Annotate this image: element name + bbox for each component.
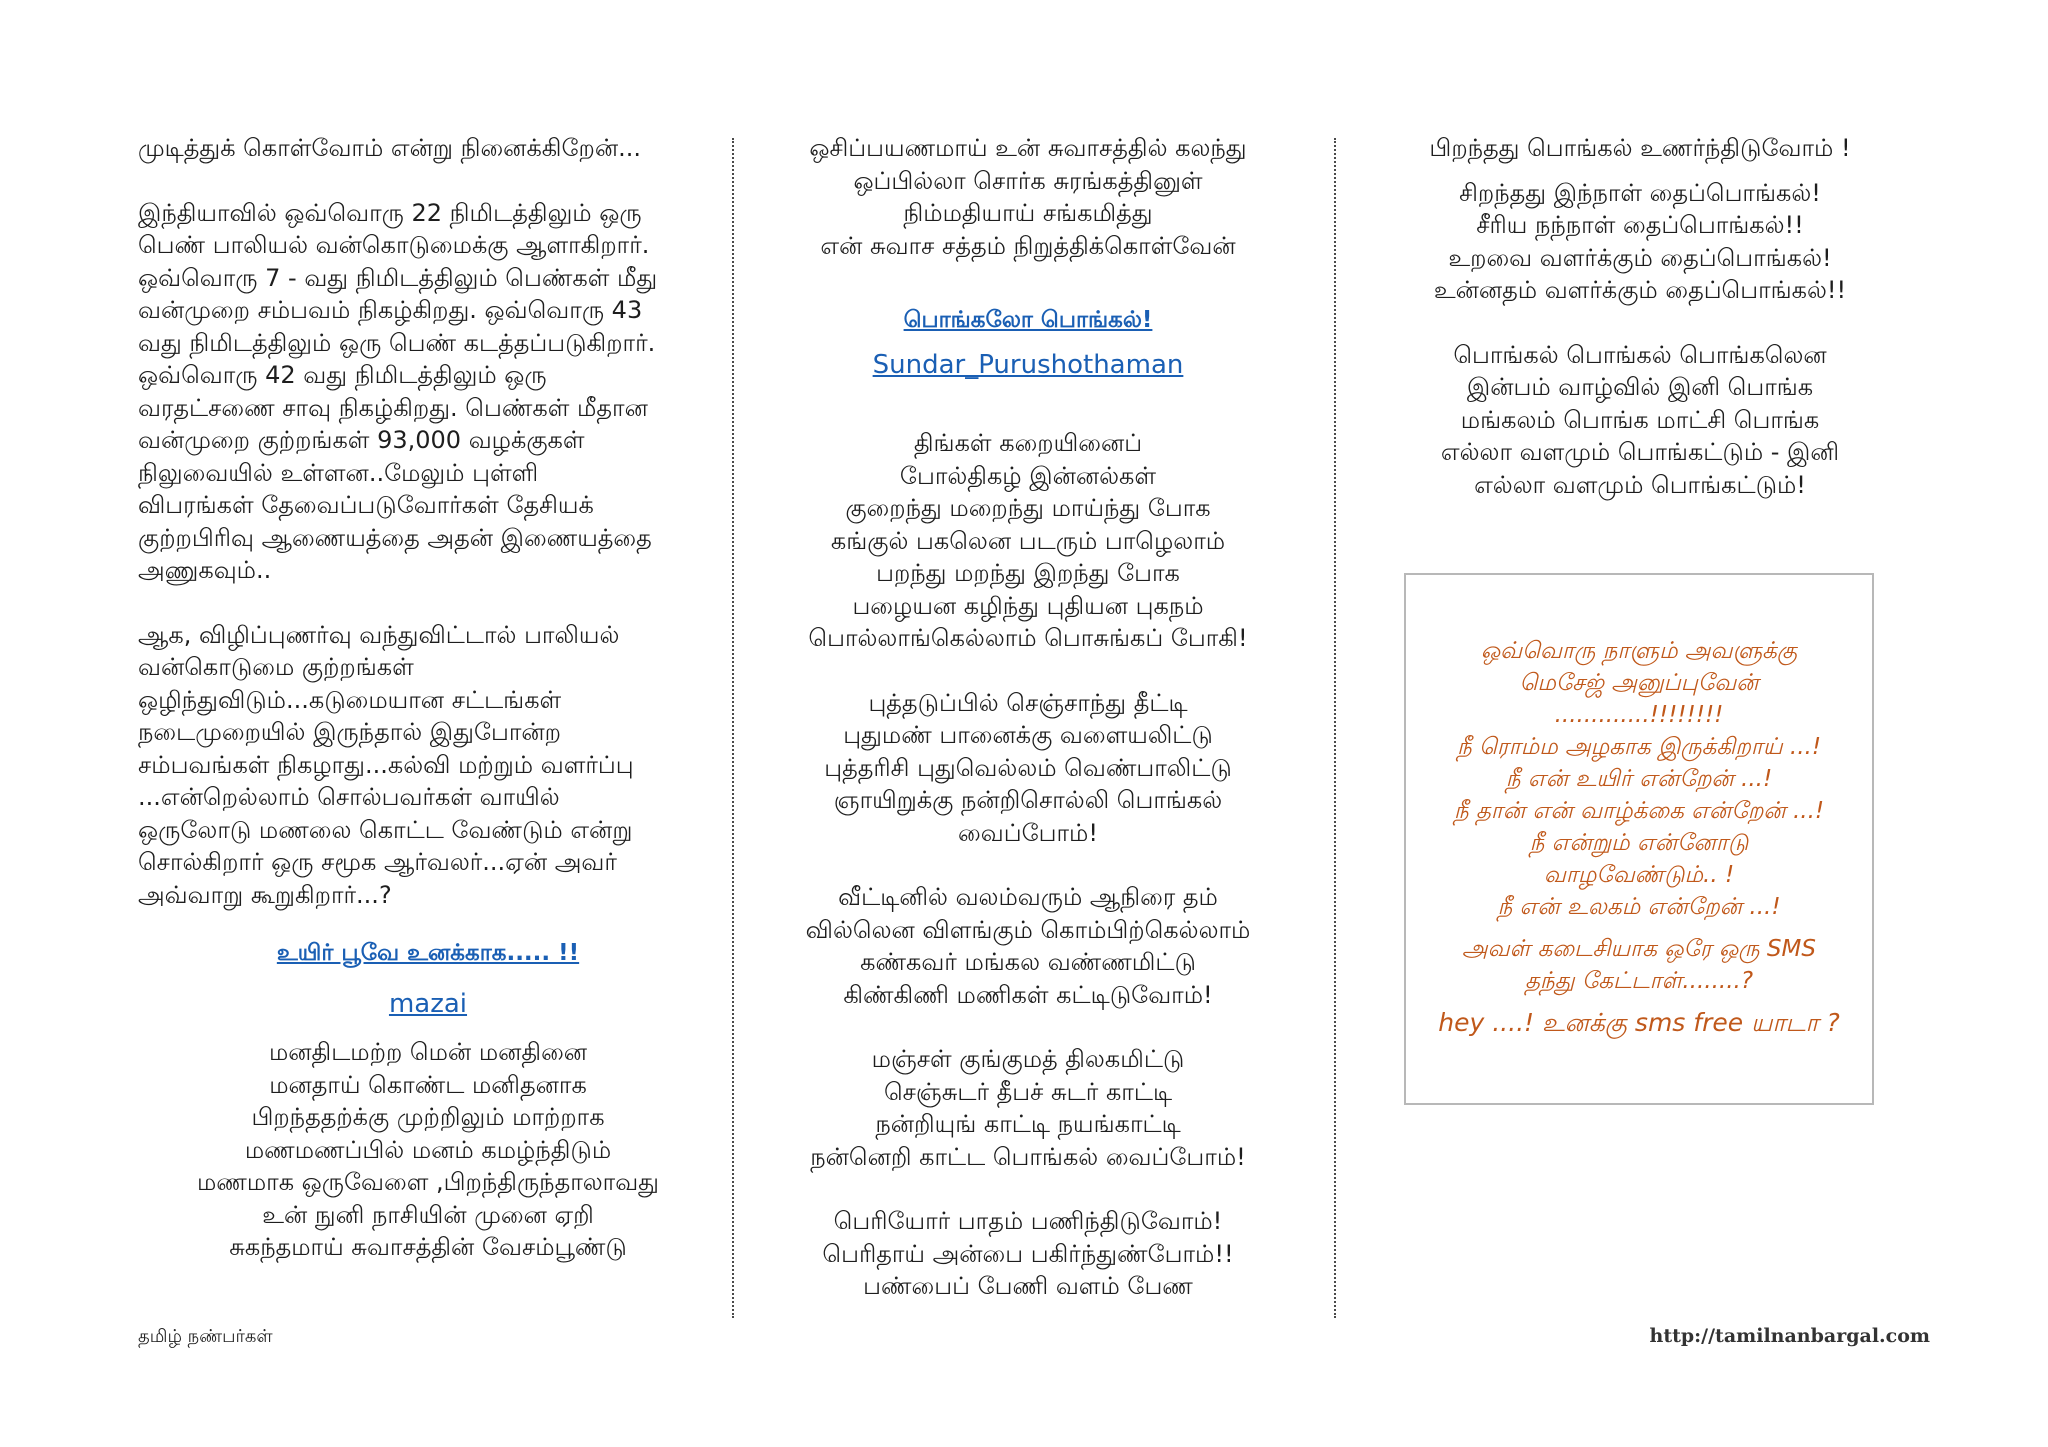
poem-line: செஞ்சுடர் தீபச் சுடர் காட்டி xyxy=(883,1077,1173,1106)
footer-url[interactable]: http://tamilnanbargal.com xyxy=(1649,1325,1930,1347)
text-line: வன்முறை குற்றங்கள் 93,000 வழக்குகள் xyxy=(138,426,585,454)
poem-line: ஞாயிறுக்கு நன்றிசொல்லி பொங்கல் xyxy=(833,786,1223,814)
poem-stanza xyxy=(738,687,1318,850)
poem-line: ஒசிப்பயணமாய் உன் சுவாசத்தில் கலந்து xyxy=(809,134,1247,162)
poem-title-link[interactable]: உயிர் பூவே உனக்காக..... !! xyxy=(276,940,580,966)
poem-stanza xyxy=(1360,177,1920,307)
poem-line: புதுமண் பானைக்கு வளையலிட்டு xyxy=(843,721,1213,749)
poem-line: பிறந்தது பொங்கல் உணர்ந்திடுவோம் ! xyxy=(1429,134,1851,162)
text-line: ஒவ்வொரு 7 - வது நிமிடத்திலும் பெண்கள் மீது xyxy=(138,263,658,292)
poem-line: மங்கலம் பொங்க மாட்சி பொங்க xyxy=(1460,405,1820,434)
right-column xyxy=(1360,132,1920,501)
poem-line: ஒப்பில்லா சொர்க சுரங்கத்தினுள் xyxy=(853,166,1203,195)
text-line: நிலுவையில் உள்ளன..மேலும் புள்ளி xyxy=(138,458,539,487)
poem-line: மஞ்சள் குங்குமத் திலகமிட்டு xyxy=(871,1045,1185,1073)
sms-line: வாழவேண்டும்.. ! xyxy=(1543,862,1735,888)
text-line: விபரங்கள் தேவைப்படுவோர்கள் தேசியக் xyxy=(138,491,594,519)
sms-question-line: தந்து கேட்டாள்........? xyxy=(1524,968,1754,994)
text-line: சம்பவங்கள் நிகழாது...கல்வி மற்றும் வளர்ப்பு xyxy=(138,750,634,779)
text-line: வன்கொடுமை குற்றங்கள் xyxy=(138,653,414,681)
sms-line: நீ ரொம்ம அழகாக இருக்கிறாய் ...! xyxy=(1456,734,1822,760)
poem-line: புத்தடுப்பில் செஞ்சாந்து தீட்டி xyxy=(868,688,1188,717)
poem-line: பண்பைப் பேணி வளம் பேண xyxy=(863,1272,1193,1300)
poem-line: நன்றியுங் காட்டி நயங்காட்டி xyxy=(875,1110,1181,1138)
poem-line: கங்குல் பகலென படரும் பாழெலாம் xyxy=(830,526,1226,555)
poem-line: சிறந்தது இந்நாள் தைப்பொங்கல்! xyxy=(1459,178,1821,207)
text-line: நடைமுறையில் இருந்தால் இதுபோன்ற xyxy=(138,718,561,746)
column-divider xyxy=(732,138,734,1318)
sms-question-line: அவள் கடைசியாக ஒரே ஒரு SMS xyxy=(1462,936,1816,962)
text-line: அணுகவும்.. xyxy=(138,556,272,584)
poem-line: பறந்து மறந்து இறந்து போக xyxy=(876,559,1180,587)
sms-line: ஒவ்வொரு நாளும் அவளுக்கு xyxy=(1480,638,1798,664)
sms-line: .............!!!!!!!! xyxy=(1554,702,1724,728)
poem-line: பிறந்ததற்க்கு முற்றிலும் மாற்றாக xyxy=(251,1103,605,1131)
sms-line: நீ என்றும் என்னோடு xyxy=(1529,830,1749,856)
pongal-title-link[interactable]: பொங்கலோ பொங்கல்! xyxy=(903,307,1153,333)
sms-line: நீ என் உயிர் என்றேன் ...! xyxy=(1505,766,1773,792)
text-line: வரதட்சணை சாவு நிகழ்கிறது. பெண்கள் மீதான xyxy=(138,393,648,422)
poem-line: போல்திகழ் இன்னல்கள் xyxy=(899,461,1157,490)
sms-final-line: hey ....! உனக்கு sms free யாடா ? xyxy=(1438,1008,1840,1037)
poem-line: வீட்டினில் வலம்வரும் ஆநிரை தம் xyxy=(838,883,1218,911)
poem-stanza xyxy=(738,1043,1318,1173)
poem-line: பெரிதாய் அன்பை பகிர்ந்துண்போம்!! xyxy=(822,1239,1234,1268)
poem-line: உன்னதம் வளர்க்கும் தைப்பொங்கல்!! xyxy=(1433,276,1847,304)
poem-line: மணமாக ஒருவேளை ,பிறந்திருந்தாலாவது xyxy=(196,1168,659,1196)
middle-column xyxy=(738,132,1318,1303)
opinion-paragraph xyxy=(138,619,718,912)
text-line: ஒழிந்துவிடும்...கடுமையான சட்டங்கள் xyxy=(138,685,562,714)
poem-line: கிண்கிணி மணிகள் கட்டிடுவோம்! xyxy=(843,980,1213,1009)
poem-line: உறவை வளர்க்கும் தைப்பொங்கல்! xyxy=(1448,243,1832,272)
sms-line: நீ என் உலகம் என்றேன் ...! xyxy=(1497,894,1781,920)
article-paragraph: முடித்துக் கொள்வோம் என்று நினைக்கிறேன்... xyxy=(138,134,641,162)
poem-line: மணமணப்பில் மனம் கமழ்ந்திடும் xyxy=(244,1135,612,1164)
poem-stanza xyxy=(738,881,1318,1011)
column-divider xyxy=(1334,138,1336,1318)
poem-line: வைப்போம்! xyxy=(958,818,1098,847)
poem-line: மனதாய் கொண்ட மனிதனாக xyxy=(269,1070,587,1099)
poem-stanza xyxy=(1360,339,1920,502)
text-line: வன்முறை சம்பவம் நிகழ்கிறது. ஒவ்வொரு 43 xyxy=(138,296,643,324)
poem-line: வில்லென விளங்கும் கொம்பிற்கெல்லாம் xyxy=(805,915,1251,944)
poem-stanza xyxy=(738,427,1318,655)
poem-line: பழையன கழிந்து புதியன புகநம் xyxy=(852,591,1204,620)
text-line: இந்தியாவில் ஒவ்வொரு 22 நிமிடத்திலும் ஒரு xyxy=(138,198,642,227)
poem-line: நன்னெறி காட்ட பொங்கல் வைப்போம்! xyxy=(810,1142,1246,1171)
text-line: ஒருலோடு மணலை கொட்ட வேண்டும் என்று xyxy=(138,815,633,844)
poem-line: எல்லா வளமும் பொங்கட்டும் - இனி xyxy=(1440,438,1840,466)
poem-line: பெரியோர் பாதம் பணிந்திடுவோம்! xyxy=(833,1207,1223,1235)
poem-ending xyxy=(738,132,1318,262)
text-line: ஆக, விழிப்புணர்வு வந்துவிட்டால் பாலியல் xyxy=(138,620,620,649)
poem-line: குறைந்து மறைந்து மாய்ந்து போக xyxy=(845,494,1211,522)
text-line: ஒவ்வொரு 42 வது நிமிடத்திலும் ஒரு xyxy=(138,361,547,389)
text-line: அவ்வாறு கூறுகிறார்...? xyxy=(138,880,392,909)
poem-line: இன்பம் வாழ்வில் இனி பொங்க xyxy=(1466,373,1814,401)
poem-line: சீரிய நந்நாள் தைப்பொங்கல்!! xyxy=(1476,211,1804,239)
text-line: சொல்கிறார் ஒரு சமூக ஆர்வலர்...ஏன் அவர் xyxy=(138,848,617,876)
poem-stanza xyxy=(738,1205,1318,1303)
poem-line: மனதிடமற்ற மென் மனதினை xyxy=(268,1038,588,1066)
text-line: பெண் பாலியல் வன்கொடுமைக்கு ஆளாகிறார். xyxy=(138,231,650,259)
footer-site-name: தமிழ் நண்பர்கள் xyxy=(138,1326,273,1347)
poem-line: சுகந்தமாய் சுவாசத்தின் வேசம்பூண்டு xyxy=(229,1233,627,1261)
poem-line: உன் நுனி நாசியின் முனை ஏறி xyxy=(262,1200,594,1229)
sms-quote-box xyxy=(1404,573,1874,1105)
statistics-paragraph xyxy=(138,197,718,587)
text-line: வது நிமிடத்திலும் ஒரு பெண் கடத்தப்படுகிறார். xyxy=(138,328,656,357)
sms-line: நீ தான் என் வாழ்க்கை என்றேன் ...! xyxy=(1453,798,1825,824)
author-link-sundar[interactable]: Sundar_Purushothaman xyxy=(872,349,1184,380)
poem-line: திங்கள் கறையினைப் xyxy=(913,429,1143,457)
text-line: ...என்றெல்லாம் சொல்பவர்கள் வாயில் xyxy=(138,783,560,811)
poem-line: பொல்லாங்கெல்லாம் பொசுங்கப் போகி! xyxy=(808,624,1248,652)
poem-line: எல்லா வளமும் பொங்கட்டும்! xyxy=(1474,470,1806,499)
sms-line: மெசேஜ் அனுப்புவேன் xyxy=(1519,670,1759,696)
poem-line: நிம்மதியாய் சங்கமித்து xyxy=(903,199,1153,227)
left-column xyxy=(138,132,718,1264)
poem-stanza xyxy=(138,1036,718,1264)
text-line: குற்றபிரிவு ஆணையத்தை அதன் இணையத்தை xyxy=(138,523,652,552)
poem-line: புத்தரிசி புதுவெல்லம் வெண்பாலிட்டு xyxy=(824,753,1232,782)
poem-line: பொங்கல் பொங்கல் பொங்கலென xyxy=(1453,340,1827,369)
poem-line: கண்கவர் மங்கல வண்ணமிட்டு xyxy=(860,948,1196,976)
author-link-mazai[interactable]: mazai xyxy=(388,988,468,1019)
poem-line: என் சுவாச சத்தம் நிறுத்திக்கொள்வேன் xyxy=(820,231,1236,260)
